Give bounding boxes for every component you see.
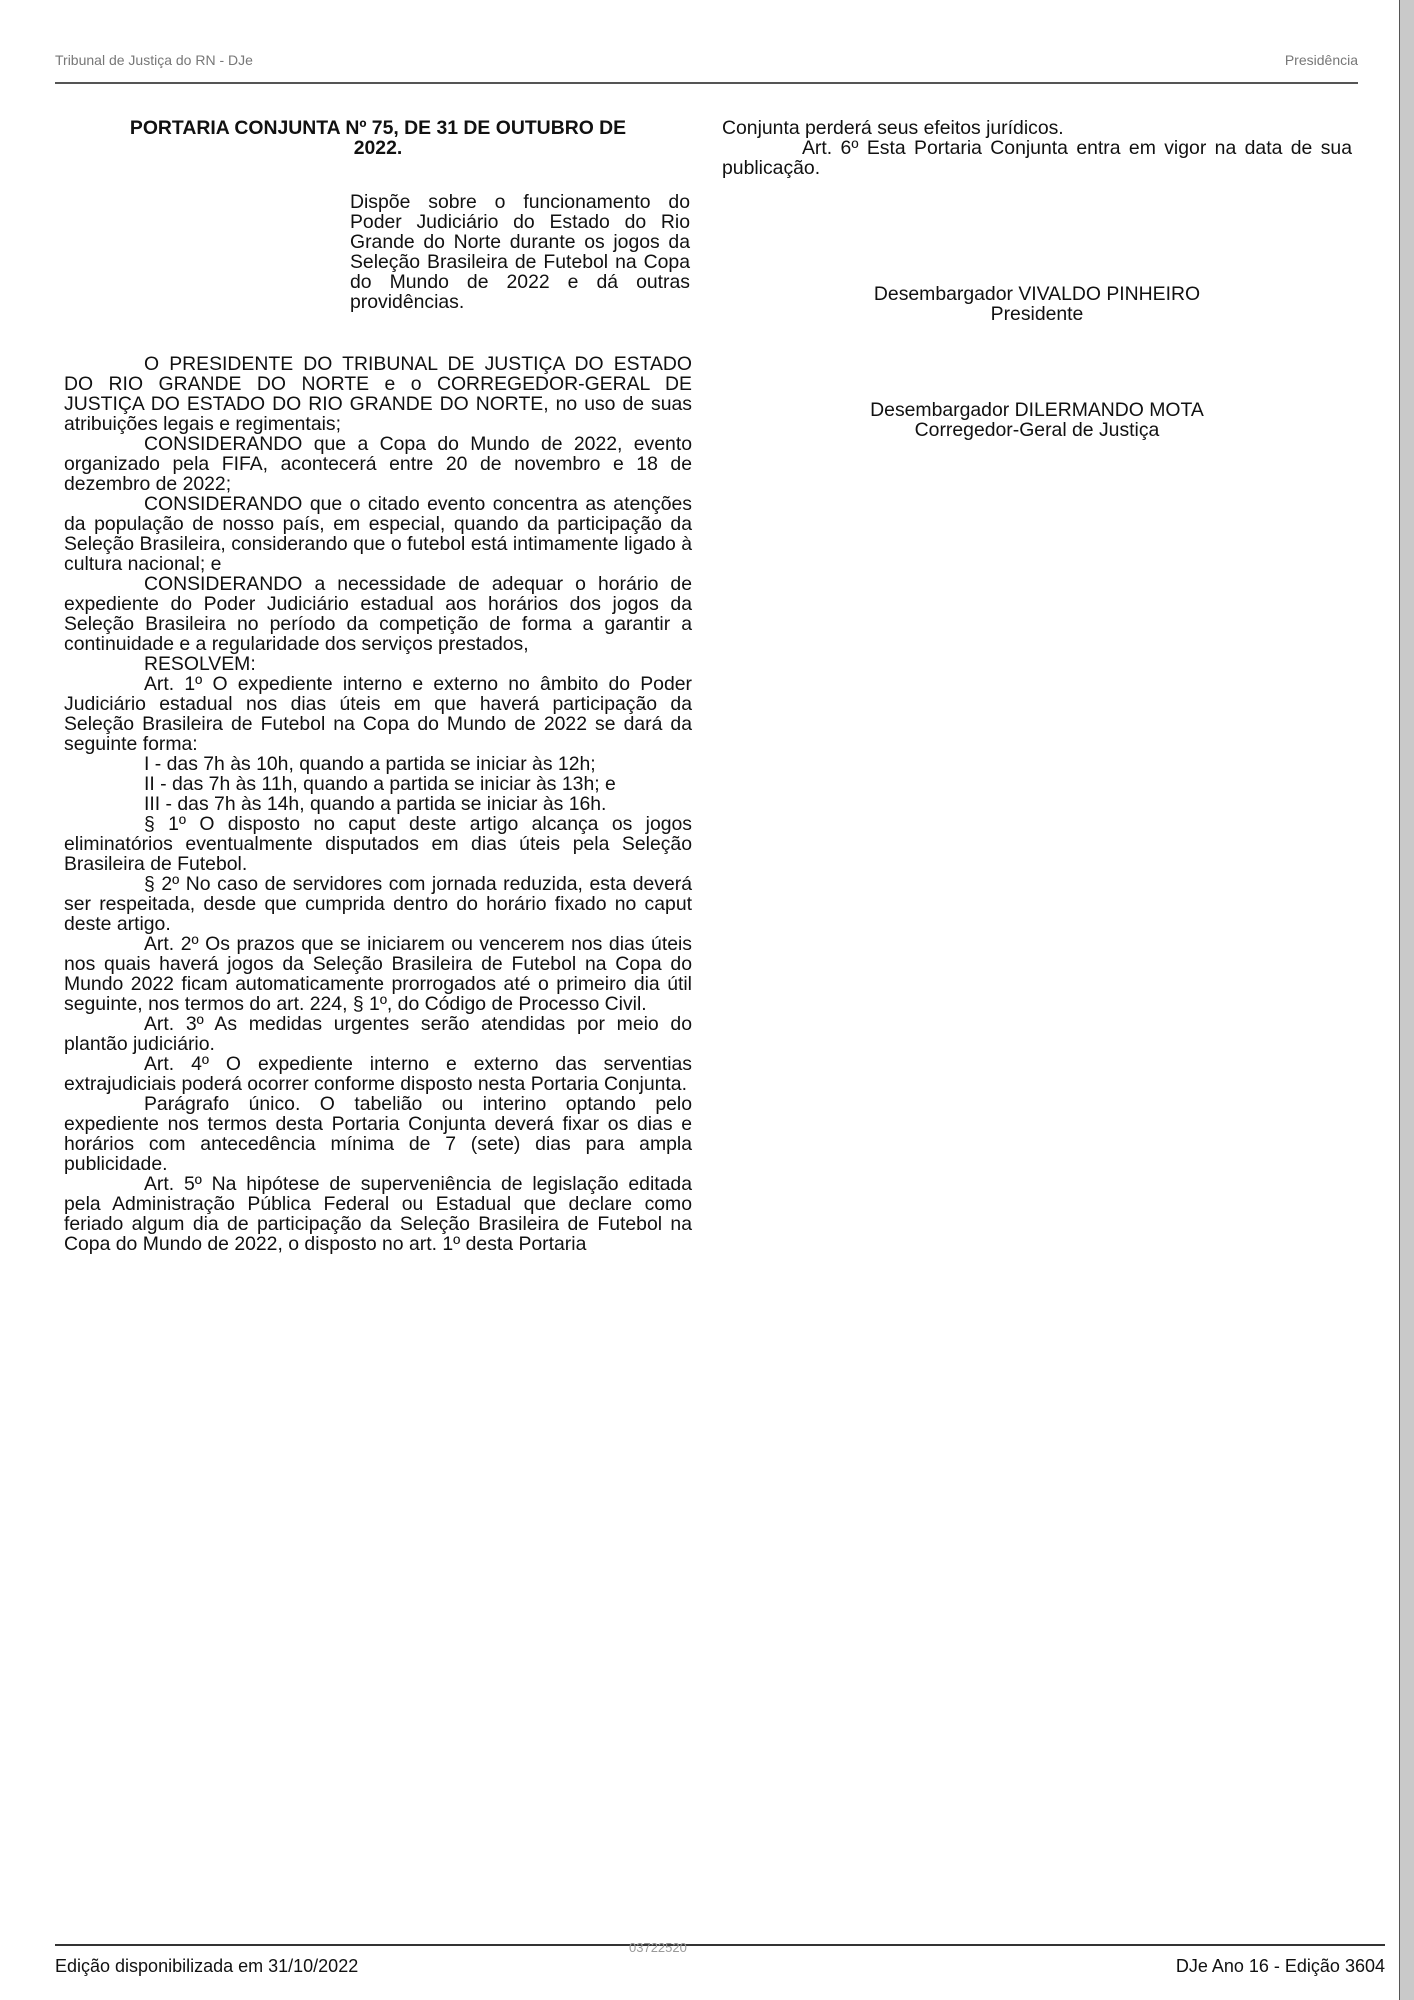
resolvem-paragraph: RESOLVEM:: [144, 653, 256, 675]
footer-page-code: 03722520: [629, 1940, 687, 1955]
considerando-paragraph: CONSIDERANDO que a Copa do Mundo de 2022, evento organizado pela FIFA, acontecerá entre 20 de novembro e 18 de dezembro de 2022;: [64, 433, 692, 495]
document-title-line2: 2022.: [353, 137, 403, 159]
inciso-paragraph: I - das 7h às 10h, quando a partida se iniciar às 12h;: [144, 753, 596, 775]
signature-role: Corregedor-Geral de Justiça: [914, 419, 1160, 441]
signature-name: Desembargador VIVALDO PINHEIRO: [873, 283, 1201, 305]
header-divider: [55, 82, 1358, 84]
considerando-paragraph: CONSIDERANDO que o citado evento concentra as atenções da população de nosso país, em especial, quando da participação da Seleção Brasileira, considerando que o futebol está intimamente ligado à cultura nacional; e: [64, 493, 692, 575]
signature-name: Desembargador DILERMANDO MOTA: [870, 399, 1204, 421]
considerando-paragraph: CONSIDERANDO a necessidade de adequar o horário de expediente do Poder Judiciário estadual aos horários dos jogos da Seleção Brasileira no período da competição de forma a garantir a continuidade e a regularidade dos serviços prestados,: [64, 573, 692, 655]
page-edge: [1399, 0, 1414, 2000]
right-column: [722, 118, 1352, 440]
header-court-name: Tribunal de Justiça do RN - DJe: [55, 52, 253, 68]
continuation-paragraph: Conjunta perderá seus efeitos jurídicos.: [722, 117, 1064, 139]
ementa: Dispõe sobre o funcionamento do Poder Judiciário do Estado do Rio Grande do Norte durante os jogos da Seleção Brasileira de Futebol na Copa do Mundo de 2022 e dá outras providências.: [350, 191, 690, 313]
footer-divider: [55, 1944, 1385, 1946]
article-paragraph: Art. 5º Na hipótese de superveniência de legislação editada pela Administração Pública Federal ou Estadual que declare como feriado algum dia de participação da Seleção Brasileira de Futebol na Copa do Mundo de 2022, o disposto no art. 1º desta Portaria: [64, 1173, 692, 1255]
footer-edition-date: Edição disponibilizada em 31/10/2022: [55, 1956, 359, 1976]
preamble-paragraph: O PRESIDENTE DO TRIBUNAL DE JUSTIÇA DO ESTADO DO RIO GRANDE DO NORTE e o CORREGEDOR-GERAL DE JUSTIÇA DO ESTADO DO RIO GRANDE DO NORTE, no uso de suas atribuições legais e regimentais;: [64, 353, 692, 435]
article-paragraph: Art. 2º Os prazos que se iniciarem ou vencerem nos dias úteis nos quais haverá jogos da Seleção Brasileira de Futebol na Copa do Mundo 2022 ficam automaticamente prorrogados até o primeiro dia útil seguinte, nos termos do art. 224, § 1º, do Código de Processo Civil.: [64, 933, 692, 1015]
left-column: [64, 118, 692, 1254]
article-paragraph: Art. 3º As medidas urgentes serão atendidas por meio do plantão judiciário.: [64, 1013, 692, 1055]
article-paragraph: Art. 4º O expediente interno e externo das serventias extrajudiciais poderá ocorrer conforme disposto nesta Portaria Conjunta.: [64, 1053, 692, 1095]
paragraph-unico: Parágrafo único. O tabelião ou interino optando pelo expediente nos termos desta Portaria Conjunta deverá fixar os dias e horários com antecedência mínima de 7 (sete) dias para ampla publicidade.: [64, 1093, 692, 1175]
footer-edition-number: DJe Ano 16 - Edição 3604: [1175, 1956, 1385, 1976]
header-section: Presidência: [1284, 52, 1358, 68]
inciso-paragraph: II - das 7h às 11h, quando a partida se iniciar às 13h; e: [144, 773, 616, 795]
paragraph-section: § 1º O disposto no caput deste artigo alcança os jogos eliminatórios eventualmente disputados em dias úteis pela Seleção Brasileira de Futebol.: [64, 813, 692, 875]
paragraph-section: § 2º No caso de servidores com jornada reduzida, esta deverá ser respeitada, desde que cumprida dentro do horário fixado no caput deste artigo.: [64, 873, 692, 935]
article-paragraph: Art. 1º O expediente interno e externo no âmbito do Poder Judiciário estadual nos dias úteis em que haverá participação da Seleção Brasileira de Futebol na Copa do Mundo de 2022 se dará da seguinte forma:: [64, 673, 692, 755]
article-paragraph: Art. 6º Esta Portaria Conjunta entra em vigor na data de sua publicação.: [722, 137, 1352, 179]
signature-role: Presidente: [990, 303, 1084, 325]
document-title-line1: PORTARIA CONJUNTA Nº 75, DE 31 DE OUTUBRO DE: [129, 117, 627, 139]
inciso-paragraph: III - das 7h às 14h, quando a partida se iniciar às 16h.: [144, 793, 607, 815]
